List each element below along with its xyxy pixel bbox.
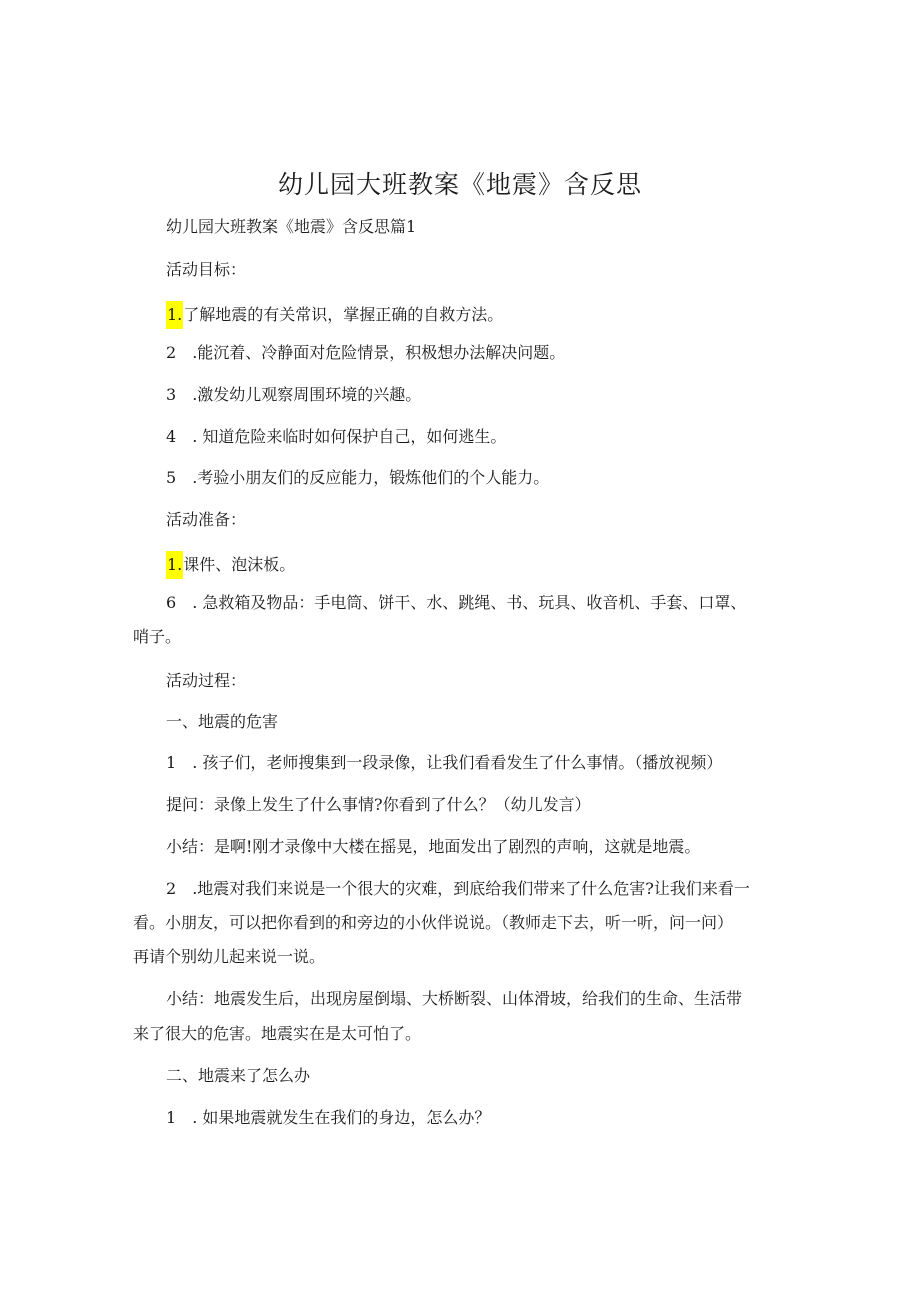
process-text: .地震对我们来说是一个很大的灾难，到底给我们带来了什么危害?让我们来看一	[192, 879, 750, 898]
goal-number: 4	[166, 427, 177, 446]
prep-heading: 活动准备：	[166, 510, 247, 529]
process-text-continued: 看。小朋友，可以把你看到的和旁边的小伙伴说说。（教师走下去，听一听，问一问）	[133, 913, 734, 932]
process-number: 1	[166, 753, 177, 772]
prep-text: 课件、泡沫板。	[183, 555, 296, 574]
goal-text: .考验小朋友们的反应能力，锻炼他们的个人能力。	[192, 468, 550, 487]
prep-text: . 急救箱及物品：手电筒、饼干、水、跳绳、书、玩具、收音机、手套、口罩、	[192, 593, 747, 612]
goal-item	[166, 427, 506, 447]
process-number: 2	[166, 879, 177, 898]
goal-text: 了解地震的有关常识，掌握正确的自救方法。	[183, 305, 504, 324]
prep-item	[166, 551, 295, 579]
goal-item	[166, 385, 421, 405]
process-item	[166, 879, 750, 899]
process-number: 1	[166, 1108, 177, 1127]
document-title: 幼儿园大班教案《地震》含反思	[277, 170, 642, 199]
prep-number: 1.	[166, 551, 183, 579]
process-heading: 活动过程：	[166, 671, 247, 690]
goal-item	[166, 301, 503, 329]
process-text: . 孩子们，老师搜集到一段录像，让我们看看发生了什么事情。（播放视频）	[192, 753, 723, 772]
summary-text-continued: 来了很大的危害。地震实在是太可怕了。	[133, 1024, 422, 1043]
goals-heading: 活动目标：	[166, 260, 247, 279]
goal-number: 3	[166, 385, 177, 404]
section-heading: 二、地震来了怎么办	[166, 1066, 311, 1085]
goal-text: .能沉着、冷静面对危险情景，积极想办法解决问题。	[192, 343, 566, 362]
goal-item	[166, 468, 549, 488]
subtitle: 幼儿园大班教案《地震》含反思篇1	[166, 217, 417, 236]
question-text: 提问：录像上发生了什么事情?你看到了什么？（幼儿发言）	[166, 795, 591, 814]
goal-text: .激发幼儿观察周围环境的兴趣。	[192, 385, 422, 404]
process-item	[166, 753, 722, 773]
process-text: . 如果地震就发生在我们的身边，怎么办？	[192, 1108, 491, 1127]
process-item	[166, 1108, 490, 1128]
goal-number: 5	[166, 468, 177, 487]
section-heading: 一、地震的危害	[166, 712, 279, 731]
prep-number: 6	[166, 593, 177, 612]
prep-text-continued: 哨子。	[133, 627, 182, 646]
summary-text: 小结：地震发生后，出现房屋倒塌、大桥断裂、山体滑坡，给我们的生命、生活带	[166, 989, 743, 1008]
prep-item	[166, 593, 746, 613]
goal-number: 1.	[166, 301, 183, 329]
goal-text: . 知道危险来临时如何保护自己，如何逃生。	[192, 427, 507, 446]
process-text-continued: 再请个别幼儿起来说一说。	[133, 947, 326, 966]
goal-number: 2	[166, 343, 177, 362]
goal-item	[166, 343, 565, 363]
summary-text: 小结：是啊!刚才录像中大楼在摇晃，地面发出了剧烈的声响，这就是地震。	[166, 837, 701, 856]
